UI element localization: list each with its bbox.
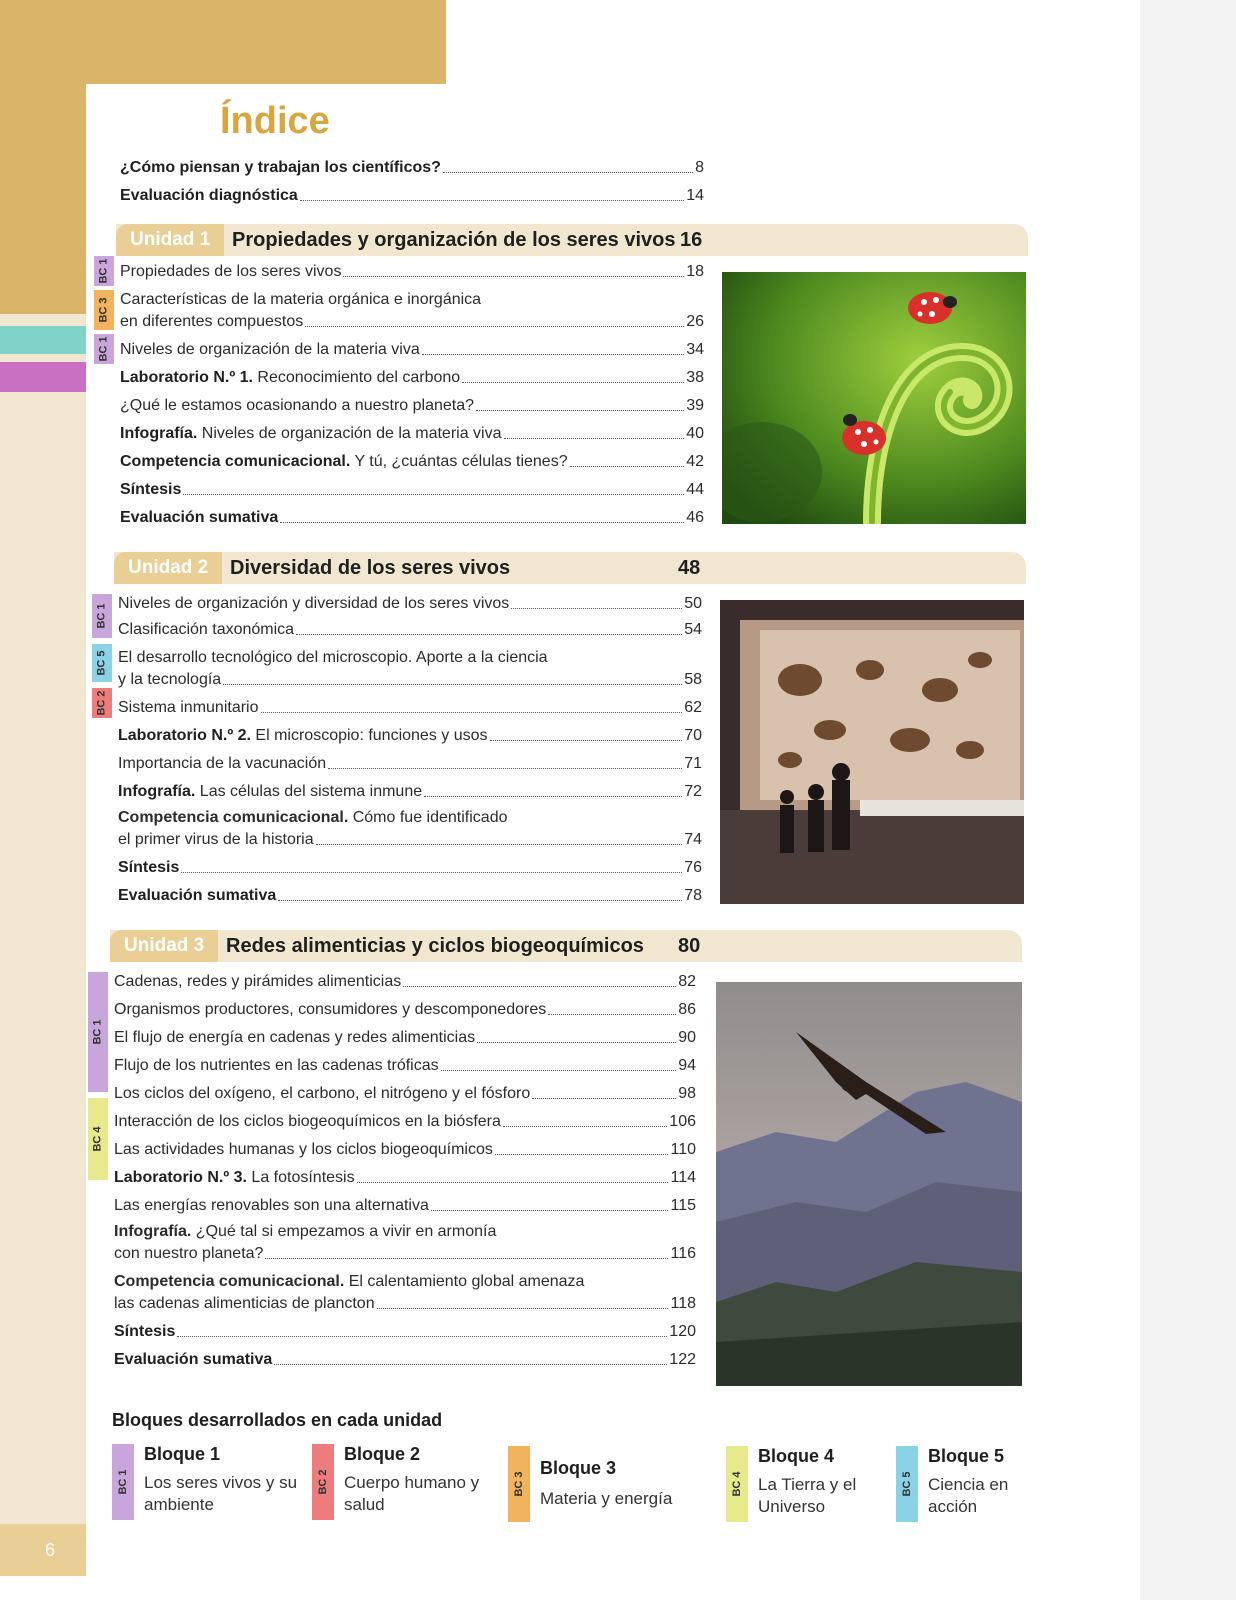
legend-title: Bloques desarrollados en cada unidad: [112, 1410, 443, 1430]
legend-block-5-name: Bloque 5: [928, 1446, 1005, 1466]
toc-entry[interactable]: Síntesis 76: [118, 859, 702, 876]
left-margin-teal-band: [0, 326, 86, 354]
bc-tab-bloque-1: BC 1: [94, 256, 114, 286]
toc-entry-line1: Competencia comunicacional. El calentamiento global amenaza: [114, 1273, 585, 1290]
page-title: Índice: [220, 100, 330, 142]
bc-tab-bloque-3: BC 3: [94, 290, 114, 330]
bc-tab-bloque-1: BC 1: [88, 972, 108, 1092]
page-number: 6: [44, 1540, 55, 1560]
legend-block-3-tab: BC 3: [508, 1446, 530, 1522]
legend-block-1-name: Bloque 1: [144, 1444, 221, 1464]
legend-block-2-desc: Cuerpo humano y salud: [344, 1473, 480, 1514]
toc-entry[interactable]: Competencia comunicacional. Y tú, ¿cuántas células tienes? 42: [120, 453, 704, 470]
bc-tab-bloque-2: BC 2: [92, 688, 112, 718]
unit-3-page: 80: [678, 935, 701, 957]
toc-entry[interactable]: Flujo de los nutrientes en las cadenas tróficas 94: [114, 1057, 696, 1074]
legend-block-1: [112, 1444, 302, 1524]
toc-entry[interactable]: ¿Qué le estamos ocasionando a nuestro planeta? 39: [120, 397, 704, 414]
leader-dots: [443, 171, 693, 173]
toc-entry[interactable]: Sistema inmunitario 62: [118, 699, 702, 716]
toc-entry[interactable]: el primer virus de la historia 74: [118, 831, 702, 848]
toc-entry[interactable]: [120, 158, 704, 178]
toc-entry[interactable]: Infografía. Niveles de organización de la materia viva 40: [120, 425, 704, 442]
unit-1-page: 16: [680, 229, 703, 251]
toc-entry[interactable]: Laboratorio N.º 2. El microscopio: funciones y usos 70: [118, 727, 702, 744]
toc-entry-line1: Características de la materia orgánica e inorgánica: [120, 291, 482, 308]
toc-entry[interactable]: con nuestro planeta? 116: [114, 1245, 696, 1262]
legend-block-2: [312, 1444, 502, 1524]
toc-entry[interactable]: Las energías renovables son una alternativa 115: [114, 1197, 696, 1214]
toc-entry[interactable]: y la tecnología 58: [118, 671, 702, 688]
legend-block-3-name: Bloque 3: [540, 1458, 617, 1478]
toc-entry[interactable]: las cadenas alimenticias de plancton 118: [114, 1295, 696, 1312]
toc-entry[interactable]: Infografía. Las células del sistema inmune 72: [118, 783, 702, 800]
toc-entry-line1: Competencia comunicacional. Cómo fue identificado: [118, 809, 508, 826]
bc-tab-bloque-1: BC 1: [94, 334, 114, 364]
toc-entry-label: Evaluación diagnóstica: [120, 187, 298, 204]
toc-entry[interactable]: Laboratorio N.º 3. La fotosíntesis 114: [114, 1169, 696, 1186]
toc-entry[interactable]: Síntesis 120: [114, 1323, 696, 1340]
unit-1-title[interactable]: Propiedades y organización de los seres vivos: [232, 229, 676, 251]
unit-3-title[interactable]: Redes alimenticias y ciclos biogeoquímicos: [226, 935, 644, 957]
ladybug-spiral-photo: [722, 272, 1026, 524]
toc-entry[interactable]: Niveles de organización y diversidad de los seres vivos 50: [118, 595, 702, 612]
unit-2-title[interactable]: Diversidad de los seres vivos: [230, 557, 511, 579]
toc-entry-page: 14: [686, 187, 704, 204]
toc-entry-label: ¿Cómo piensan y trabajan los científicos?: [120, 159, 441, 176]
unit-2-tag: Unidad 2: [114, 552, 222, 584]
bc-tab-bloque-5: BC 5: [92, 644, 112, 682]
toc-entry[interactable]: Cadenas, redes y pirámides alimenticias 82: [114, 973, 696, 990]
toc-entry[interactable]: Laboratorio N.º 1. Reconocimiento del carbono 38: [120, 369, 704, 386]
page-edge: [1140, 0, 1236, 1600]
unit-3-tag: Unidad 3: [110, 930, 218, 962]
toc-entry[interactable]: [120, 186, 704, 206]
toc-entry[interactable]: Organismos productores, consumidores y descomponedores 86: [114, 1001, 696, 1018]
toc-entry[interactable]: Los ciclos del oxígeno, el carbono, el nitrógeno y el fósforo 98: [114, 1085, 696, 1102]
toc-entry[interactable]: Importancia de la vacunación 71: [118, 755, 702, 772]
legend-block-5: [896, 1446, 1056, 1526]
left-margin-pink-band: [0, 362, 86, 392]
legend-block-4: [726, 1446, 896, 1526]
unit-2-page: 48: [678, 557, 701, 579]
left-margin-strip-top: [0, 84, 86, 314]
corner-decoration: [0, 0, 446, 84]
toc-entry[interactable]: Evaluación sumativa 46: [120, 509, 704, 526]
legend-block-4-name: Bloque 4: [758, 1446, 835, 1466]
museum-exhibit-photo: [720, 600, 1024, 904]
toc-entry-line1: El desarrollo tecnológico del microscopio. Aporte a la ciencia: [118, 649, 548, 666]
toc-entry[interactable]: Propiedades de los seres vivos 18: [120, 263, 704, 280]
legend-block-5-desc: Ciencia en acción: [928, 1475, 1009, 1516]
toc-entry[interactable]: Evaluación sumativa 78: [118, 887, 702, 904]
unit-1-tag: Unidad 1: [116, 224, 224, 256]
toc-entry[interactable]: en diferentes compuestos 26: [120, 313, 704, 330]
toc-entry[interactable]: Niveles de organización de la materia viva 34: [120, 341, 704, 358]
leader-dots: [300, 199, 684, 201]
legend-block-5-tab: BC 5: [896, 1446, 918, 1522]
legend-block-3: [508, 1446, 698, 1526]
toc-entry[interactable]: Las actividades humanas y los ciclos biogeoquímicos 110: [114, 1141, 696, 1158]
bc-tab-bloque-1: BC 1: [92, 594, 112, 638]
legend-block-2-name: Bloque 2: [344, 1444, 421, 1464]
condor-mountains-photo: [716, 982, 1022, 1386]
toc-entry[interactable]: El flujo de energía en cadenas y redes alimenticias 90: [114, 1029, 696, 1046]
toc-entry[interactable]: Clasificación taxonómica 54: [118, 621, 702, 638]
toc-entry[interactable]: Interacción de los ciclos biogeoquímicos en la biósfera 106: [114, 1113, 696, 1130]
toc-entry[interactable]: Evaluación sumativa 122: [114, 1351, 696, 1368]
legend-block-4-desc: La Tierra y el Universo: [758, 1475, 857, 1516]
legend-block-2-tab: BC 2: [312, 1444, 334, 1520]
toc-entry-page: 8: [695, 159, 704, 176]
legend-block-3-desc: Materia y energía: [540, 1489, 673, 1508]
toc-entry-line1: Infografía. ¿Qué tal si empezamos a vivir en armonía: [114, 1223, 497, 1240]
toc-entry[interactable]: Síntesis 44: [120, 481, 704, 498]
legend-block-4-tab: BC 4: [726, 1446, 748, 1522]
bc-tab-bloque-4: BC 4: [88, 1098, 108, 1180]
legend-block-1-desc: Los seres vivos y su ambiente: [144, 1473, 298, 1514]
legend-block-1-tab: BC 1: [112, 1444, 134, 1520]
